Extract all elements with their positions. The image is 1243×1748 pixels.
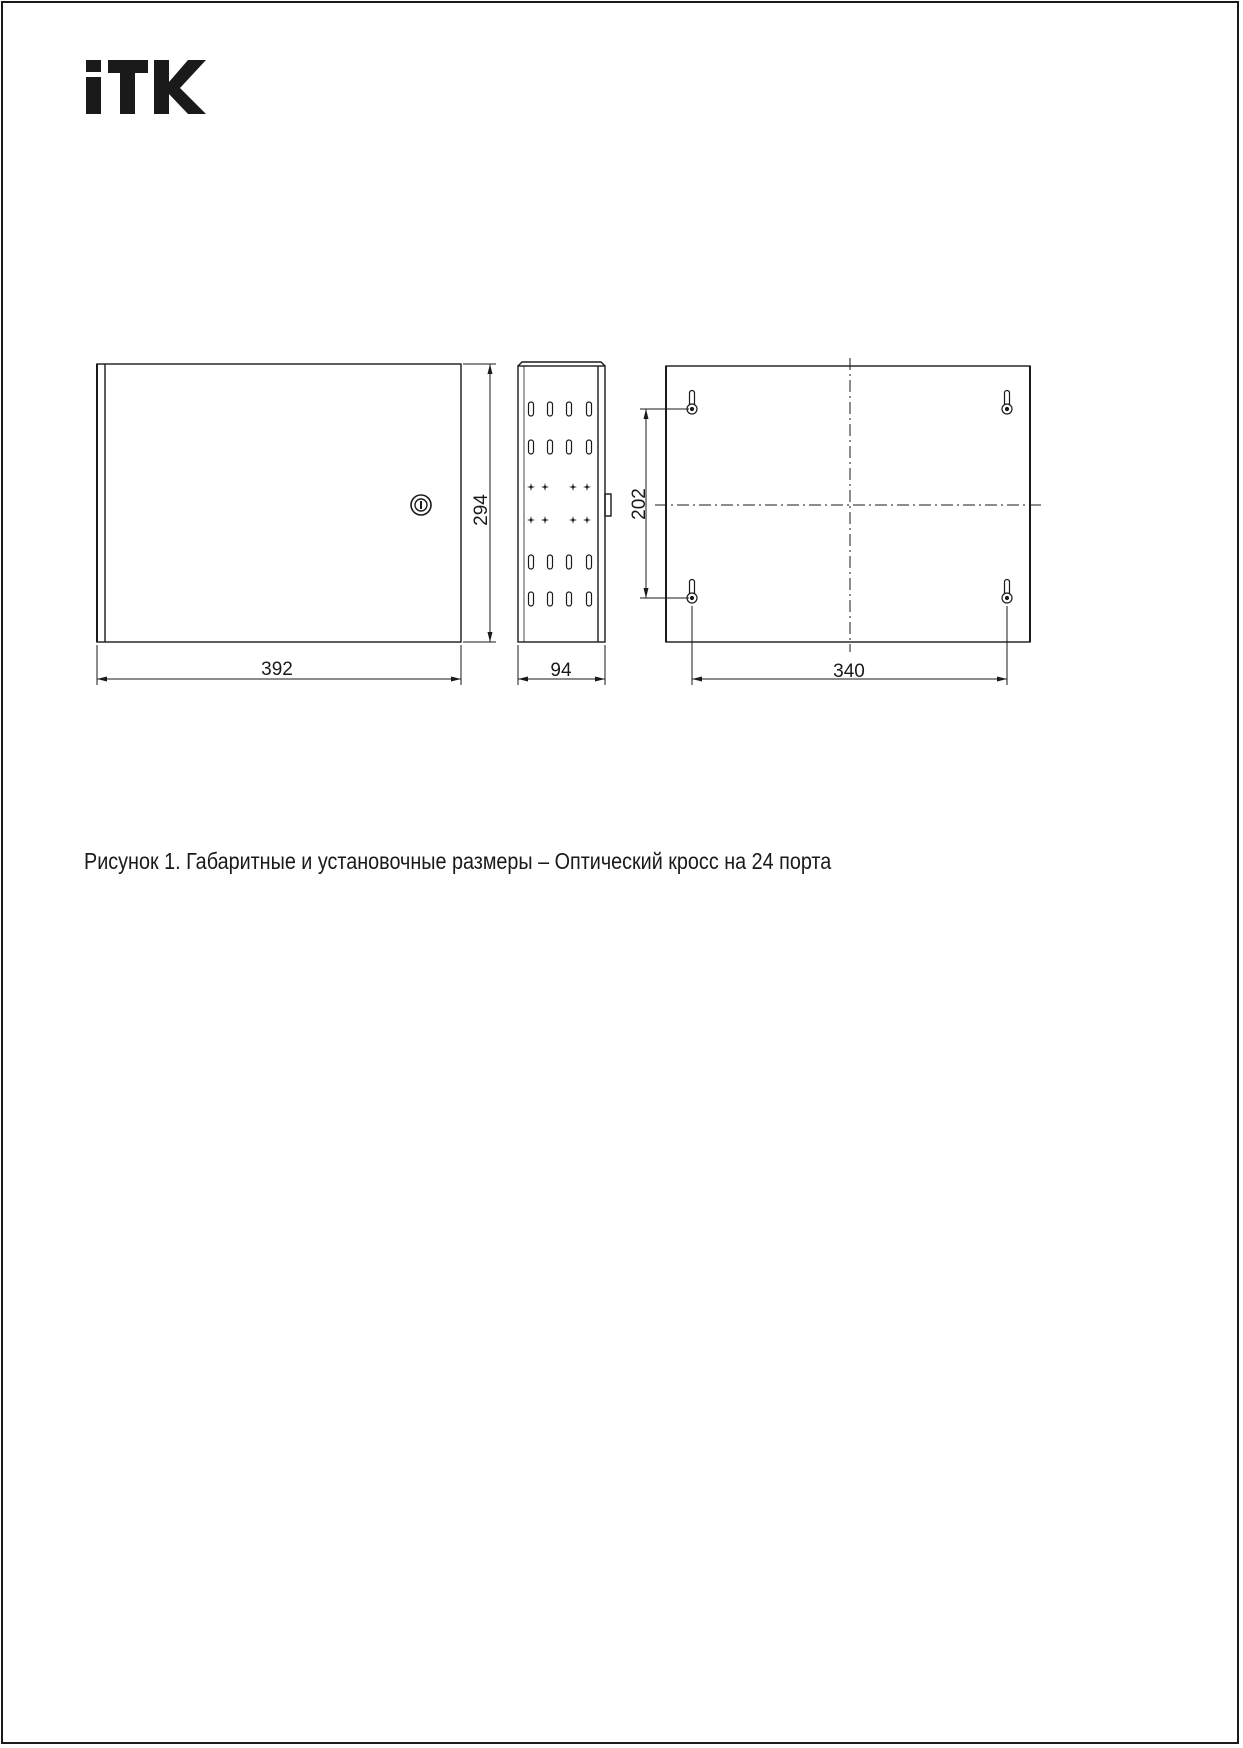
figure-caption: Рисунок 1. Габаритные и установочные размеры – Оптический кросс на 24 порта [84, 848, 832, 874]
knockout-mark [527, 483, 535, 491]
keyhole-icon [1002, 391, 1012, 415]
vent-slot [548, 555, 553, 569]
vent-slot [567, 440, 572, 454]
vent-slot [587, 592, 592, 606]
side-view [518, 362, 611, 642]
lock-icon [411, 495, 431, 515]
knockout-mark [541, 516, 549, 524]
knockout-mark [583, 483, 591, 491]
depth-label: 94 [550, 660, 572, 681]
vent-slot [529, 402, 534, 416]
knockout-mark [569, 483, 577, 491]
back-view [666, 366, 1030, 642]
front-view [97, 364, 461, 642]
vent-slot [529, 555, 534, 569]
ventilation-holes [529, 402, 592, 606]
vent-slot [548, 402, 553, 416]
vent-slot [587, 555, 592, 569]
vent-slot [587, 402, 592, 416]
vent-slot [529, 592, 534, 606]
keyhole-icon [687, 580, 697, 604]
height-label: 294 [471, 494, 492, 526]
vent-slot [567, 592, 572, 606]
knockout-mark [541, 483, 549, 491]
vent-slot [548, 440, 553, 454]
center-lines [655, 358, 1042, 652]
vent-slot [567, 402, 572, 416]
vent-slot [567, 555, 572, 569]
knockout-mark [583, 516, 591, 524]
knockout-mark [569, 516, 577, 524]
cable-knockouts [527, 483, 591, 524]
mount-horizontal-label: 340 [833, 661, 865, 682]
keyhole-icon [687, 391, 697, 415]
vent-slot [529, 440, 534, 454]
width-label: 392 [261, 659, 293, 680]
mount-vertical-label: 202 [629, 488, 650, 520]
knockout-mark [527, 516, 535, 524]
vent-slot [548, 592, 553, 606]
keyhole-icon [1002, 580, 1012, 604]
vent-slot [587, 440, 592, 454]
